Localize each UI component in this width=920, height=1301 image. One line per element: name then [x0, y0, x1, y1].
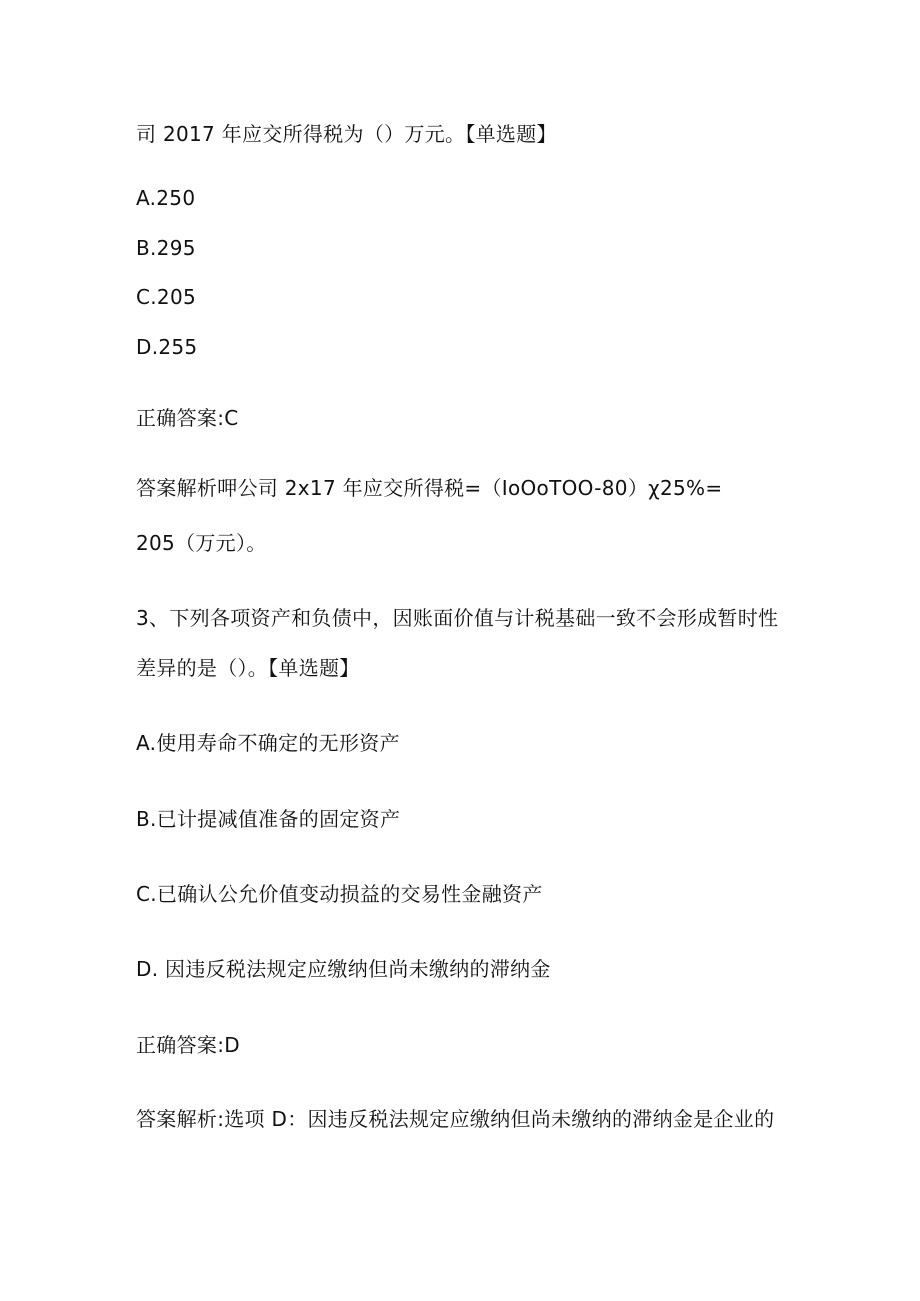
question-2-option-b: B.295: [136, 236, 196, 260]
question-2-analysis-line-1: 答案解析呷公司 2x17 年应交所得税=（IoOoTOO-80）χ25%=: [136, 476, 723, 500]
question-2-stem: 司 2017 年应交所得税为（）万元。【单选题】: [136, 122, 557, 146]
question-3-option-b: B.已计提减值准备的固定资产: [136, 807, 401, 831]
question-3-stem-line-1: 3、下列各项资产和负债中，因账面价值与计税基础一致不会形成暂时性: [136, 606, 779, 630]
question-3-option-c: C.已确认公允价值变动损益的交易性金融资产: [136, 882, 543, 906]
question-3-option-a: A.使用寿命不确定的无形资产: [136, 731, 400, 755]
question-3-stem-line-2: 差异的是（）。【单选题】: [136, 656, 360, 680]
question-2-option-c: C.205: [136, 285, 196, 309]
question-3-option-d: D. 因违反税法规定应缴纳但尚未缴纳的滞纳金: [136, 957, 551, 981]
question-2-answer: 正确答案:C: [136, 406, 239, 430]
question-3-analysis-line-1: 答案解析:选项 D：因违反税法规定应缴纳但尚未缴纳的滞纳金是企业的: [136, 1107, 775, 1131]
question-3-answer: 正确答案:D: [136, 1033, 240, 1057]
question-2-analysis-line-2: 205（万元）。: [136, 531, 267, 555]
question-2-option-a: A.250: [136, 186, 196, 210]
question-2-option-d: D.255: [136, 335, 198, 359]
